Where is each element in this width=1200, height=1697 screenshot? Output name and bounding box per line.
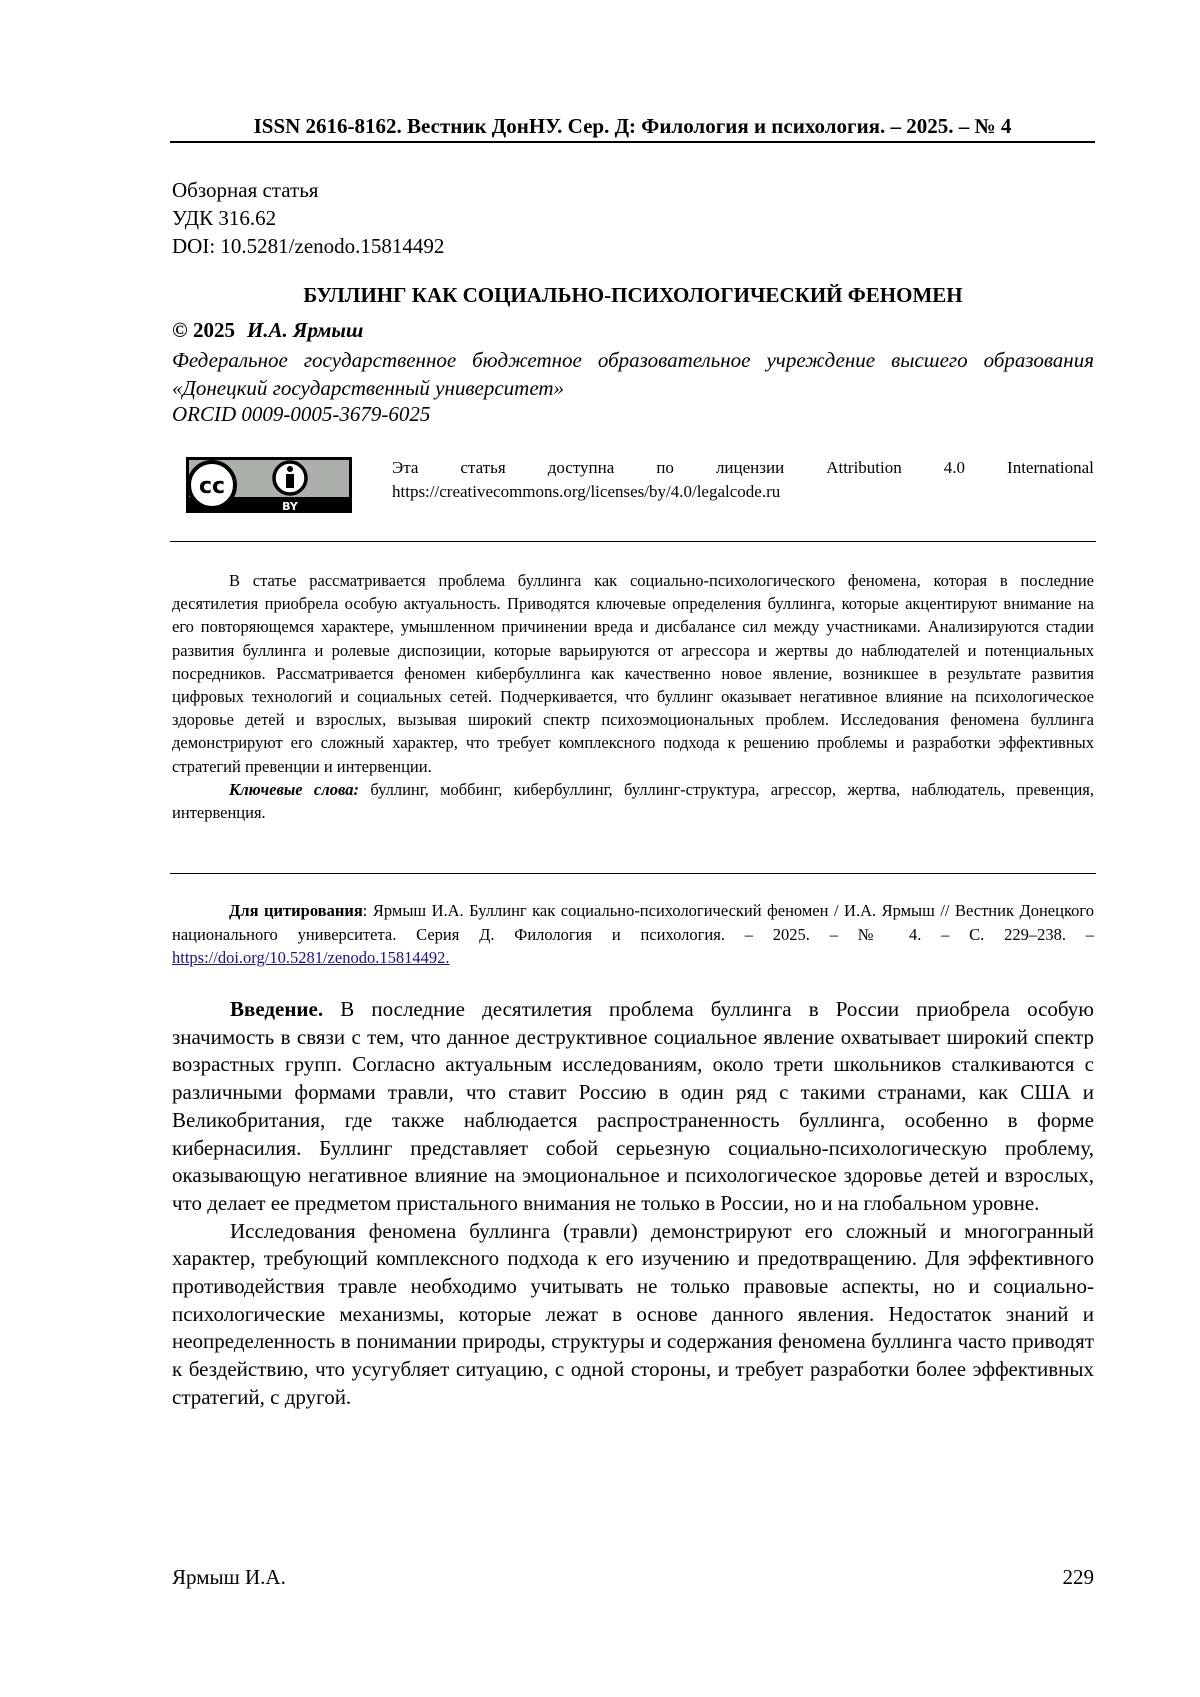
svg-text:cc: cc — [198, 474, 226, 499]
cc-by-badge-icon[interactable] — [186, 457, 352, 513]
citation-text: : Ярмыш И.А. Буллинг как социально-психологический феномен / И.А. Ярмыш // Вестник Донецкого национального университета. Серия Д. Филология и психология. – 2025. – № 4. – С. 229–238. – — [172, 901, 1094, 944]
license-text — [392, 456, 1094, 480]
keywords — [172, 778, 1094, 824]
affiliation: Федеральное государственное бюджетное образовательное учреждение высшего образования «Донецкий государственный университет» — [172, 348, 1094, 400]
license-url: https://creativecommons.org/licenses/by/4.0/legalcode.ru — [392, 482, 781, 501]
doi: DOI: 10.5281/zenodo.15814492 — [172, 234, 445, 258]
keywords-label: Ключевые слова: — [229, 779, 359, 799]
license-word: 4.0 — [943, 458, 966, 477]
udc-code: УДК 316.62 — [172, 206, 277, 230]
copyright: © 2025 — [172, 318, 235, 342]
license-word: Эта — [392, 458, 419, 477]
intro-paragraph — [172, 996, 1094, 1218]
divider-top — [170, 541, 1096, 542]
license-word: International — [1007, 458, 1094, 477]
divider-bottom — [170, 873, 1096, 874]
author-name: И.А. Ярмыш — [246, 318, 364, 342]
article-type: Обзорная статья — [172, 178, 319, 202]
article-meta — [172, 176, 444, 260]
author-line — [172, 318, 363, 343]
intro-text: В последние десятилетия проблема буллинга в России приобрела особую значимость в связи с тем, что данное деструктивное социальное явление охватывает широкий спектр возрастных групп. Согласно актуальным исследованиям, около трети школьников сталкиваются с различными формами травли, что ставит Россию в один ряд с такими странами, как США и Великобритания, где также наблюдается распространенность буллинга, особенно в форме кибернасилия. Буллинг представляет собой серьезную социально-психологическую проблему, оказывающую негативное влияние на эмоциональное и психологическое здоровье детей и взрослых, что делает ее предметом пристального внимания не только в России, но и на глобальном уровне. — [172, 997, 1094, 1215]
abstract-text: В статье рассматривается проблема буллинга как социально-психологического феномена, которая в последние десятилетия приобрела особую актуальность. Приводятся ключевые определения буллинга, которые акцентируют внимание на его повторяющемся характере, умышленном причинении вреда и дисбалансе сил между участниками. Анализируются стадии развития буллинга и ролевые диспозиции, которые варьируются от агрессора и жертвы до наблюдателей и потенциальных посредников. Рассматривается феномен кибербуллинга как качественно новое явление, возникшее в результате развития цифровых технологий и социальных сетей. Подчеркивается, что буллинг оказывает негативное влияние на психологическое здоровье детей и взрослых, вызывая широкий спектр психоэмоциональных проблем. Исследования феномена буллинга демонстрируют его сложный характер, что требует комплексного подхода к решению проблемы и разработки эффективных стратегий превенции и интервенции. — [172, 571, 1094, 776]
footer-author: Ярмыш И.А. — [172, 1565, 286, 1589]
keywords-text: буллинг, моббинг, кибербуллинг, буллинг-структура, агрессор, жертва, наблюдатель, превенция, интервенция. — [172, 779, 1094, 823]
license-word: Attribution — [826, 458, 902, 477]
article-title: БУЛЛИНГ КАК СОЦИАЛЬНО-ПСИХОЛОГИЧЕСКИЙ ФЕНОМЕН — [303, 283, 963, 307]
citation — [172, 899, 1094, 970]
license-word: доступна — [547, 458, 615, 477]
license-word: лицензии — [715, 458, 785, 477]
license-word: по — [656, 458, 674, 477]
body-paragraph: Исследования феномена буллинга (травли) демонстрируют его сложный и многогранный характер, требующий комплексного подхода к его изучению и предотвращению. Для эффективного противодействия травле необходимо учитывать не только правовые аспекты, но и социально-психологические механизмы, которые лежат в основе данного явления. Недостаток знаний и неопределенность в понимании природы, структуры и содержания феномена буллинга часто приводят к бездействию, что усугубляет ситуацию, с одной стороны, и требует разработки более эффективных стратегий, с другой. — [172, 1218, 1094, 1409]
orcid: ORCID 0009-0005-3679-6025 — [172, 402, 431, 426]
page-number: 229 — [1062, 1565, 1094, 1589]
abstract — [172, 569, 1094, 824]
intro-heading: Введение. — [230, 997, 324, 1021]
doi-link[interactable]: https://doi.org/10.5281/zenodo.15814492. — [172, 948, 450, 967]
running-head: ISSN 2616-8162. Вестник ДонНУ. Сер. Д: Филология и психология. – 2025. – № 4 — [170, 114, 1095, 143]
body-text — [172, 996, 1094, 1412]
license-word: статья — [460, 458, 506, 477]
cc-by-label: BY — [282, 500, 298, 513]
citation-label: Для цитирования — [229, 901, 363, 920]
license-notice — [392, 456, 1094, 504]
